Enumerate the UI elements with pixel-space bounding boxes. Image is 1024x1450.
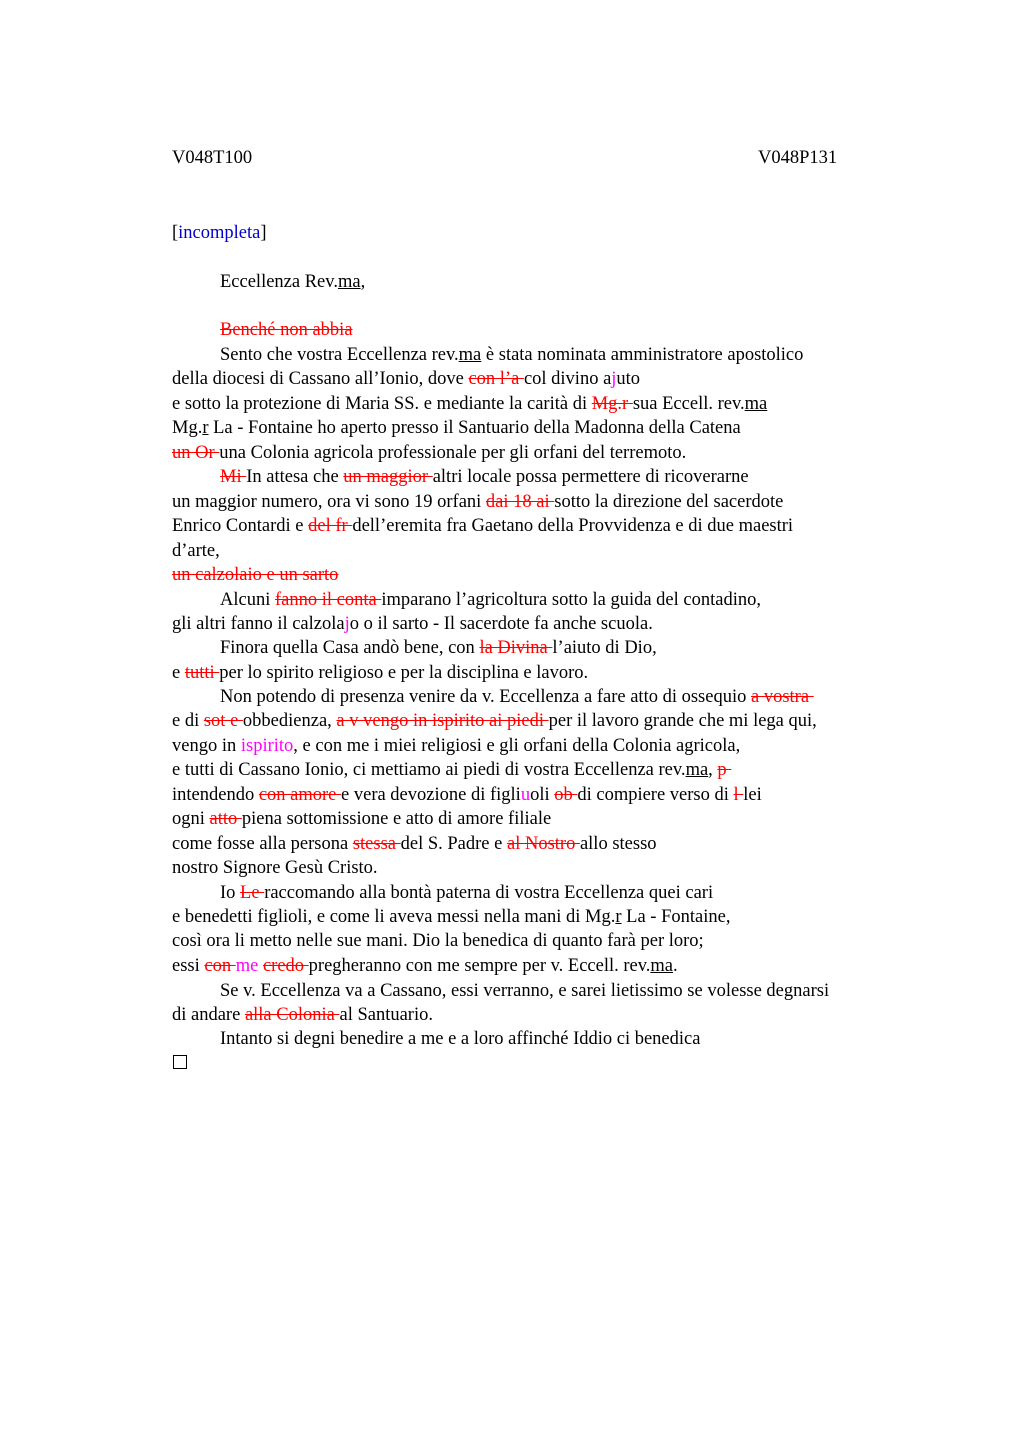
underlined-abbreviation: r [615, 907, 622, 927]
inserted-text: ispirito [240, 736, 294, 756]
text-line [172, 710, 817, 732]
deleted-text: un Or [172, 443, 220, 463]
text-segment: Finora quella Casa andò bene, con [220, 638, 480, 658]
text-line [220, 637, 657, 659]
text-line [172, 735, 740, 757]
underlined-abbreviation: ma [337, 272, 361, 292]
text-segment: così ora li metto nelle sue mani. Dio la benedica di quanto farà per loro; [172, 931, 704, 951]
text-segment: e tutti di Cassano Ionio, ci mettiamo ai piedi di vostra Eccellenza rev. [172, 760, 686, 780]
deleted-text: la Divina [479, 638, 553, 658]
text-segment: Enrico Contardi e [172, 516, 309, 536]
document-code-left: V048T100 [172, 148, 253, 168]
text-segment: Sento che vostra Eccellenza rev. [220, 345, 459, 365]
underlined-abbreviation: ma [685, 760, 709, 780]
underlined-abbreviation: ma [650, 956, 674, 976]
text-line [172, 784, 762, 806]
text-segment: e [172, 663, 185, 683]
text-segment: una Colonia agricola professionale per gli orfani del terremoto. [219, 443, 687, 463]
text-line [172, 955, 678, 977]
text-segment: . [673, 956, 678, 976]
deleted-text: credo [262, 956, 309, 976]
text-line [220, 319, 353, 341]
deleted-text: stessa [352, 834, 401, 854]
text-segment: uto [616, 369, 641, 389]
deleted-text: Benché non abbia [220, 320, 353, 340]
deleted-text: del fr [308, 516, 353, 536]
deleted-text: con [204, 956, 236, 976]
text-line [172, 759, 731, 781]
underlined-abbreviation: ma [744, 394, 768, 414]
text-line [172, 515, 793, 537]
text-segment: d’arte, [172, 541, 220, 561]
deleted-text: p [717, 760, 732, 780]
text-segment: l’aiuto di Dio, [552, 638, 657, 658]
text-segment: della diocesi di Cassano all’Ionio, dove [172, 369, 469, 389]
incomplete-label: incompleta [178, 223, 261, 243]
text-line [220, 882, 713, 904]
underlined-abbreviation: r [202, 418, 209, 438]
text-segment: In attesa che [246, 467, 344, 487]
text-segment: , e con me i miei religiosi e gli orfani della Colonia agricola, [293, 736, 741, 756]
text-segment: di compiere verso di [577, 785, 734, 805]
text-line [172, 808, 551, 830]
text-segment: essi [172, 956, 205, 976]
text-segment: Io [220, 883, 241, 903]
text-segment: Mg. [172, 418, 203, 438]
text-line [172, 833, 657, 855]
text-line [172, 393, 767, 415]
underlined-abbreviation: ma [458, 345, 482, 365]
deleted-text: un maggior [343, 467, 433, 487]
text-line [172, 613, 653, 635]
text-line [172, 442, 686, 464]
text-segment: oli [530, 785, 555, 805]
text-line [172, 368, 640, 390]
text-segment: per il lavoro grande che mi lega qui, [548, 711, 817, 731]
text-segment: sua Eccell. rev. [632, 394, 745, 414]
deleted-text: fanno il conta [274, 590, 382, 610]
text-line [220, 686, 814, 708]
deleted-text: atto [209, 809, 242, 829]
text-line [220, 1028, 700, 1050]
text-segment: La - Fontaine, [621, 907, 731, 927]
text-segment: , [360, 272, 366, 292]
inserted-text: j [344, 614, 350, 634]
text-segment: come fosse alla persona [172, 834, 353, 854]
text-segment: sotto la direzione del sacerdote [554, 492, 784, 512]
text-line [220, 980, 829, 1002]
inserted-text: u [520, 785, 531, 805]
text-segment: , [708, 760, 718, 780]
text-segment: raccomando alla bontà paterna di vostra Eccellenza quei cari [264, 883, 714, 903]
text-line [172, 564, 338, 586]
text-segment: Se v. Eccellenza va a Cassano, essi verranno, e sarei lietissimo se volesse degnarsi [220, 981, 830, 1001]
text-segment: o o il sarto - Il sacerdote fa anche scuola. [349, 614, 653, 634]
deleted-text: ob [554, 785, 578, 805]
text-segment: lei [743, 785, 762, 805]
text-segment: e sotto la protezione di Maria SS. e mediante la carità di [172, 394, 592, 414]
text-line [220, 466, 749, 488]
text-segment: col divino a [523, 369, 612, 389]
deleted-text: l [733, 785, 744, 805]
text-segment: imparano l’agricoltura sotto la guida del contadino, [381, 590, 761, 610]
text-segment: e di [172, 711, 204, 731]
deleted-text: a v vengo in ispirito ai piedi [336, 711, 549, 731]
text-line [172, 662, 588, 684]
text-line [172, 1004, 433, 1026]
text-segment: ogni [172, 809, 210, 829]
deleted-text: dai 18 ai [485, 492, 555, 512]
deleted-text: sot e [203, 711, 243, 731]
text-line [220, 344, 803, 366]
text-line [172, 906, 730, 928]
text-segment: obbedienza, [242, 711, 337, 731]
deleted-text: tutti [184, 663, 220, 683]
incomplete-note: [incompleta] [172, 223, 267, 243]
text-segment: al Santuario. [339, 1005, 433, 1025]
text-segment: e vera devozione di figli [341, 785, 521, 805]
text-segment: Alcuni [220, 590, 275, 610]
text-segment: dell’eremita fra Gaetano della Provvidenza e di due maestri [352, 516, 794, 536]
text-segment: allo stesso [579, 834, 657, 854]
text-segment: Non potendo di presenza venire da v. Eccellenza a fare atto di ossequio [220, 687, 751, 707]
deleted-text: al Nostro [506, 834, 580, 854]
text-segment: La - Fontaine ho aperto presso il Santuario della Madonna della Catena [208, 418, 741, 438]
inserted-text: j [611, 369, 617, 389]
text-segment: e benedetti figlioli, e come li aveva messi nella mani di Mg. [172, 907, 616, 927]
text-line [172, 857, 378, 879]
text-line [172, 930, 704, 952]
text-segment: un maggior numero, ora vi sono 19 orfani [172, 492, 486, 512]
text-segment: è stata nominata amministratore apostolico [481, 345, 804, 365]
text-segment: gli altri fanno il calzola [172, 614, 345, 634]
text-line [220, 589, 761, 611]
text-line [172, 540, 220, 562]
deleted-text: Mg.r [591, 394, 633, 414]
text-line [172, 491, 783, 513]
text-line [172, 417, 741, 439]
deleted-text: un calzolaio e un sarto [172, 565, 339, 585]
text-segment: Eccellenza Rev. [220, 272, 338, 292]
deleted-text: con amore [258, 785, 342, 805]
text-segment: pregheranno con me sempre per v. Eccell. rev. [308, 956, 651, 976]
deleted-text: Mi [220, 467, 247, 487]
text-segment: Intanto si degni benedire a me e a loro affinché Iddio ci benedica [220, 1029, 701, 1049]
text-segment: per lo spirito religioso e per la disciplina e lavoro. [219, 663, 589, 683]
deleted-text: Le [240, 883, 265, 903]
text-segment: intendendo [172, 785, 259, 805]
text-segment: di andare [172, 1005, 245, 1025]
text-segment: piena sottomissione e atto di amore filiale [241, 809, 552, 829]
text-segment: altri locale possa permettere di ricoverarne [432, 467, 749, 487]
text-segment: nostro Signore Gesù Cristo. [172, 858, 378, 878]
deleted-text: alla Colonia [244, 1005, 340, 1025]
text-segment: vengo in [172, 736, 241, 756]
deleted-text: con l’a [468, 369, 524, 389]
document-code-right: V048P131 [758, 148, 838, 168]
text-segment: del S. Padre e [400, 834, 507, 854]
checkbox [173, 1055, 187, 1069]
deleted-text: a vostra [750, 687, 814, 707]
inserted-text: me [235, 956, 259, 976]
text-line [220, 271, 365, 293]
